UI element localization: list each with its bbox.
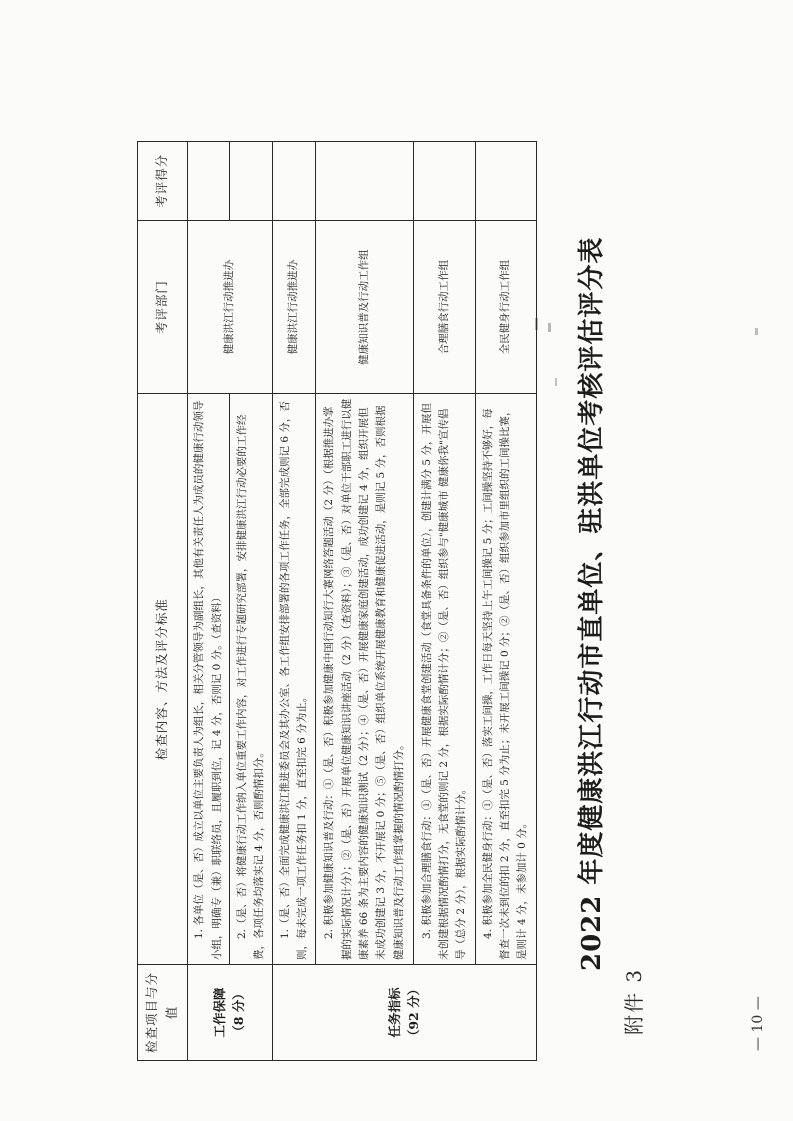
content-cell: [315, 394, 414, 965]
content-cell: [187, 394, 230, 965]
table-row: [414, 142, 475, 1061]
category-name: 工作保障: [212, 987, 228, 1038]
category-name: 任务指标: [386, 987, 402, 1038]
category-cell: [187, 965, 272, 1061]
header-score: 考评得分: [138, 142, 188, 221]
content-cell: [230, 394, 273, 965]
table-row: [475, 142, 536, 1061]
score-cell: [475, 142, 536, 221]
dept-cell: 健康洪江行动推进办: [273, 220, 316, 394]
table-row: [315, 142, 414, 1061]
content-cell: [475, 394, 536, 965]
attachment-label: 附件 3: [622, 967, 646, 1035]
table-row: [187, 142, 230, 1061]
row-content: 2. 积极参加健康知识普及行动：①（是、否）积极参加健康中国行动知行大赛网络答题活动（2 分）（根据推进办掌握的实际情况计分）；②（是、否）开展单位健康知识讲座活动（2 分）（查资料）；③（是、否）对单位干部职工进行以健康素养 66 条为主要内容的健康知识测试（2 分）；④（是、否）开展健康家庭创建活动，成功创建记 4 分，组织开展但未成功创建记 3 分，不开展记 0 分；⑤（是、否）组织单位系统开展健康教育和健康促进活动，是则记 5 分，否则根据健康知识普及行动工作组掌握的情况酌情打分。: [323, 398, 405, 961]
document-title: 2022 年度健康洪江行动市直单位、驻洪单位考核评估评分表: [577, 236, 607, 971]
dept-cell: 全民健身行动工作组: [475, 220, 536, 394]
category-cell: [273, 965, 537, 1061]
table-header-row: [138, 142, 188, 1061]
row-content: 2.（是、否）将健康行动工作纳入单位重要工作内容，对工作进行专题研究部署，安排健康洪江行动必要的工作经费，各项任务均落实记 4 分，否则酌情扣分。: [235, 414, 266, 961]
row-content: 1. 各单位（是、否）成立以单位主要负责人为组长，相关分管领导为副组长，其他有关责任人为成员的健康行动领导小组，明确专（兼）职联络员，且履职到位，记 4 分，否则记 0 分。（查资料）: [193, 400, 223, 961]
page-number: — 10 —: [750, 996, 766, 1051]
category-points: （92 分）: [405, 982, 421, 1043]
dept-cell: 健康知识普及行动工作组: [315, 220, 414, 394]
evaluation-table: [137, 141, 537, 1061]
score-cell: [187, 142, 230, 221]
row-content: 1.（是、否）全面完成健康洪江推进委员会及其办公室、各工作组安排部署的各项工作任务，全部完成则记 6 分，否则，每未完成一项工作任务扣 1 分，直至扣完 6 分为止。: [278, 401, 308, 961]
header-item: 检查项目与分值: [138, 965, 188, 1061]
score-cell: [273, 142, 316, 221]
dept-cell: 合理膳食行动工作组: [414, 220, 475, 394]
score-cell: [315, 142, 414, 221]
category-points: （8 分）: [230, 987, 246, 1038]
header-dept: 考评部门: [138, 220, 188, 394]
dept-cell: 健康洪江行动推进办: [187, 220, 272, 394]
table-row: [273, 142, 316, 1061]
header-content: 检查内容、方法及评分标准: [138, 394, 188, 965]
row-content: 4. 积极参加全民健身行动：①（是、否）落实工间操，工作日每天坚持上午工间操记 5 分；工间操坚持不够好，每督查一次未到位的扣 2 分，直至扣完 5 分为止；未开展工间操记 0 分；②（是、否）组织参加市里组织的工间操比赛，是则计 4 分，未参加计 0 分。: [481, 405, 529, 961]
score-cell: [230, 142, 273, 221]
score-cell: [414, 142, 475, 221]
content-cell: [273, 394, 316, 965]
content-cell: [414, 394, 475, 965]
row-content: 3. 积极参加合理膳食行动：①（是、否）开展健康食堂创建活动（食堂具备条件的单位），创建计满分 5 分，开展但未创建根据情况酌情打分，无食堂的则记 2 分，根据实际酌情计分；②（是、否）组织参与"健康城市 健康你我"宣传倡导（总分 2 分），根据实际酌情计分。: [420, 403, 468, 961]
